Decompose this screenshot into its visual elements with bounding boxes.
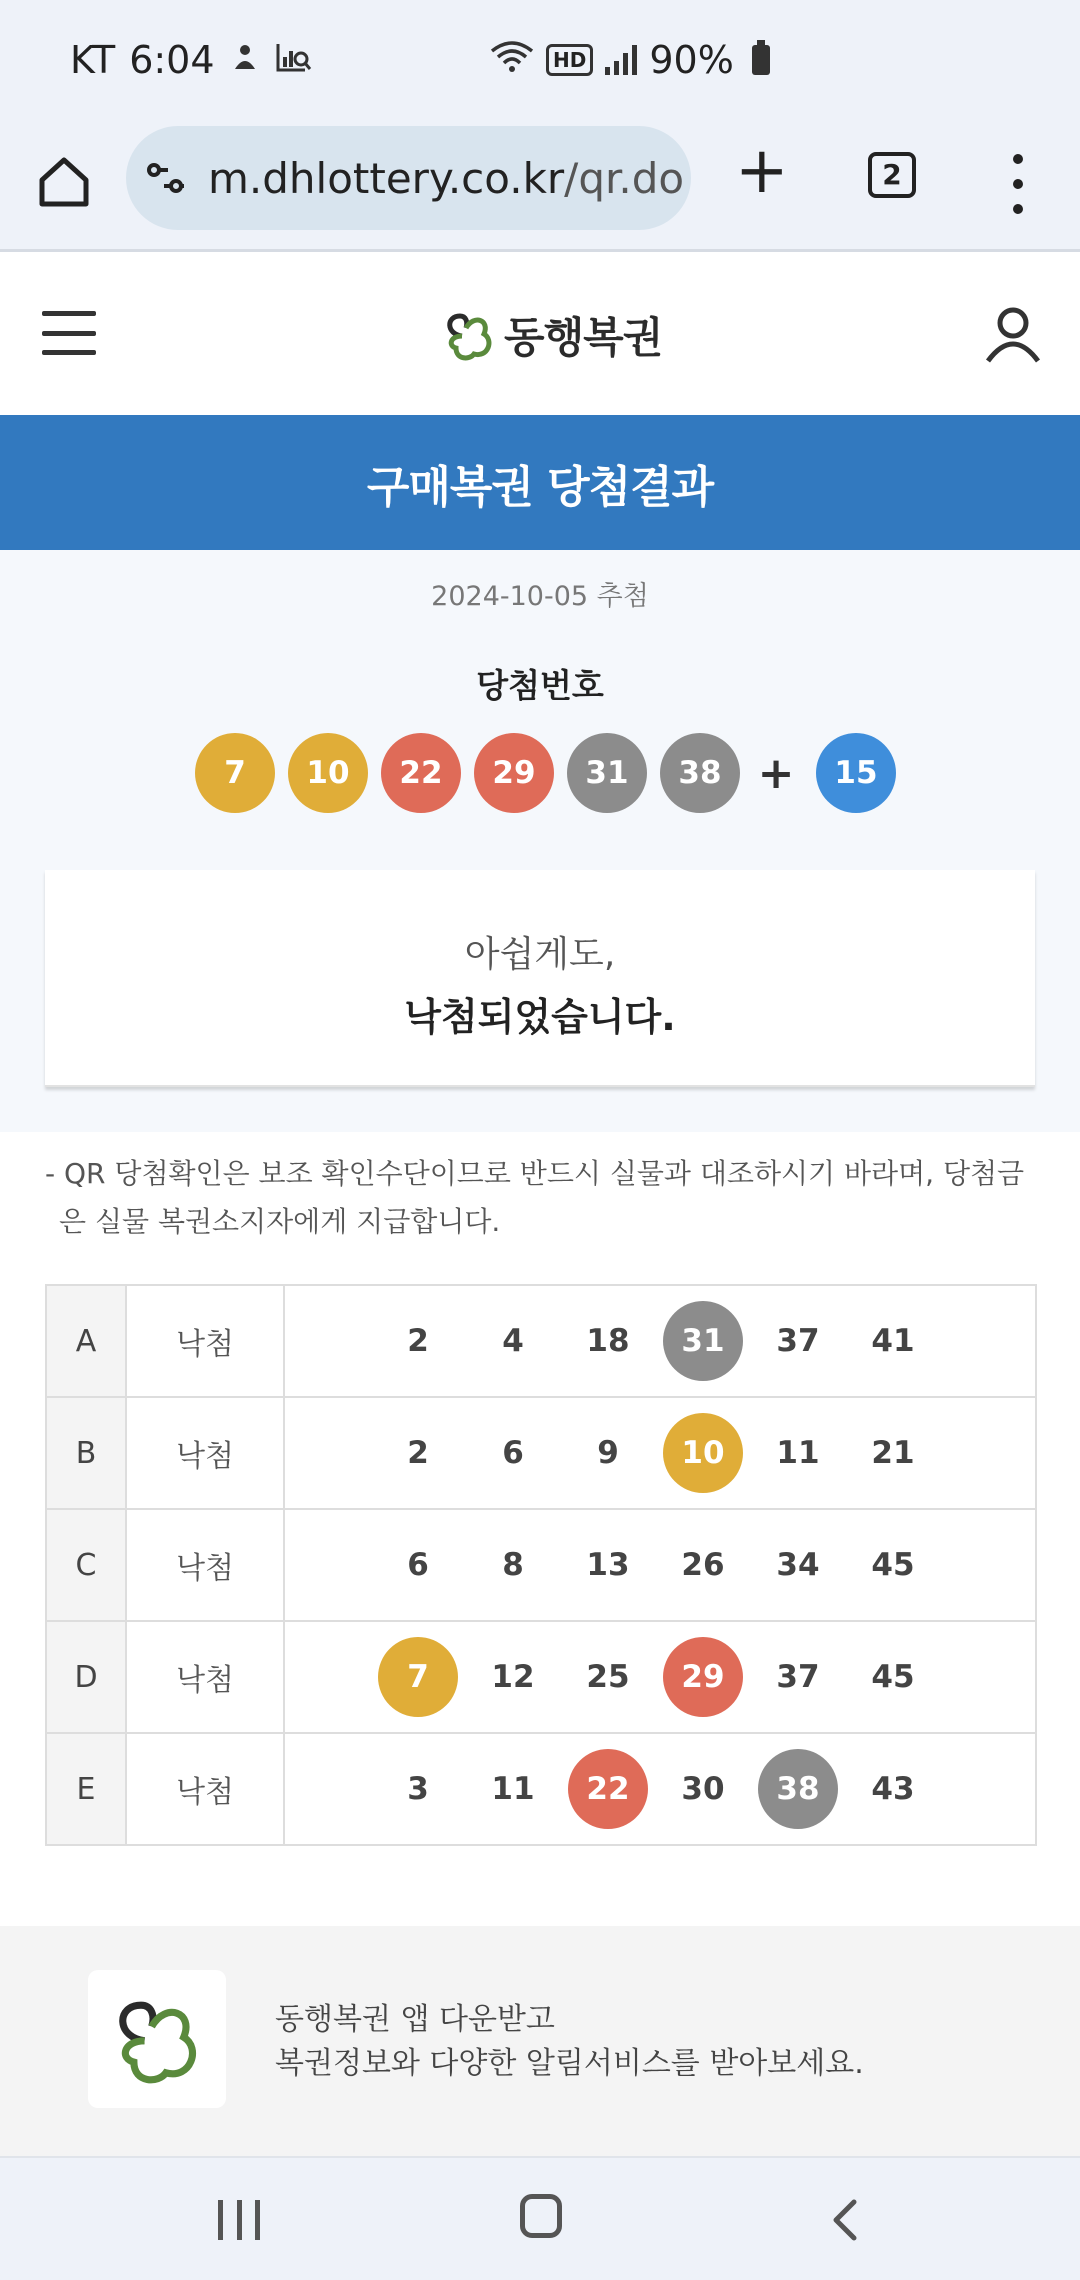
winning-number-ball: 38	[660, 733, 740, 813]
clock: 6:04	[129, 38, 215, 82]
page-title-band	[0, 415, 1080, 550]
ticket-numbers	[285, 1749, 1035, 1829]
url-text	[208, 154, 684, 203]
url-host: m.dhlottery.co.kr	[208, 153, 565, 203]
qr-notice-text: - QR 당첨확인은 보조 확인수단이므로 반드시 실물과 대조하시기 바라며, 당첨금은 실물 복권소지자에게 지급합니다.	[45, 1157, 1025, 1238]
matched-number-ball: 22	[568, 1749, 648, 1829]
ticket-result: 낙첨	[126, 1733, 284, 1845]
matched-number-ball: 7	[378, 1637, 458, 1717]
bonus-plus-sign: +	[757, 747, 795, 799]
battery-icon	[752, 45, 770, 75]
ticket-number: 9	[597, 1435, 619, 1471]
status-right	[490, 38, 770, 82]
address-bar[interactable]	[126, 126, 691, 230]
ticket-number: 30	[681, 1771, 725, 1807]
logo-clover-icon	[442, 308, 496, 362]
ticket-number: 37	[776, 1323, 820, 1359]
winning-numbers-label: 당첨번호	[476, 666, 604, 705]
matched-number-ball: 31	[663, 1301, 743, 1381]
ticket-number: 37	[776, 1659, 820, 1695]
site-header	[0, 255, 1080, 415]
ticket-numbers-cell	[284, 1733, 1036, 1845]
ticket-number: 4	[502, 1323, 524, 1359]
browser-toolbar	[0, 126, 1080, 252]
result-card	[45, 870, 1035, 1087]
ticket-number: 12	[491, 1659, 535, 1695]
ticket-number: 8	[502, 1547, 524, 1583]
back-button[interactable]	[826, 2198, 866, 2242]
ticket-number: 34	[776, 1547, 820, 1583]
notification-icon	[229, 38, 261, 82]
table-row	[46, 1509, 1036, 1621]
ticket-numbers	[285, 1637, 1035, 1717]
ticket-number: 11	[491, 1771, 535, 1807]
matched-number-ball: 38	[758, 1749, 838, 1829]
winning-number-ball: 31	[567, 733, 647, 813]
promo-line1: 동행복권 앱 다운받고	[275, 2002, 555, 2037]
url-path: /qr.do	[564, 153, 685, 203]
user-account-icon[interactable]	[984, 305, 1042, 363]
app-promo-banner[interactable]	[0, 1926, 1080, 2156]
hd-badge: HD	[546, 44, 593, 76]
ticket-numbers-cell	[284, 1509, 1036, 1621]
browser-menu-button[interactable]	[1008, 154, 1028, 214]
home-nav-button[interactable]	[520, 2194, 562, 2238]
winning-number-ball: 7	[195, 733, 275, 813]
analytics-icon	[275, 38, 313, 82]
ticket-number: 45	[871, 1659, 915, 1695]
ticket-number: 43	[871, 1771, 915, 1807]
wifi-icon	[490, 38, 534, 82]
status-left	[70, 38, 313, 82]
logo-text: 동행복권	[504, 313, 663, 362]
promo-text	[275, 1998, 864, 2086]
ticket-number: 25	[586, 1659, 630, 1695]
ticket-result: 낙첨	[126, 1621, 284, 1733]
app-logo-icon	[88, 1970, 226, 2108]
promo-line2: 복권정보와 다양한 알림서비스를 받아보세요.	[275, 2046, 864, 2081]
table-row	[46, 1621, 1036, 1733]
winning-number-ball: 29	[474, 733, 554, 813]
table-row	[46, 1397, 1036, 1509]
new-tab-button[interactable]: +	[735, 134, 789, 208]
ticket-numbers-cell	[284, 1397, 1036, 1509]
winning-numbers	[195, 733, 909, 813]
ticket-numbers	[285, 1525, 1035, 1605]
ticket-number: 6	[502, 1435, 524, 1471]
site-logo[interactable]	[442, 305, 662, 365]
battery-percent: 90%	[649, 38, 734, 82]
winning-number-ball: 10	[288, 733, 368, 813]
ticket-numbers-cell	[284, 1621, 1036, 1733]
ticket-number: 2	[407, 1323, 429, 1359]
site-settings-icon[interactable]	[146, 158, 186, 198]
result-message-line2: 낙첨되었습니다.	[404, 995, 676, 1039]
ticket-number: 13	[586, 1547, 630, 1583]
ticket-number: 45	[871, 1547, 915, 1583]
ticket-number: 6	[407, 1547, 429, 1583]
home-button[interactable]	[34, 152, 94, 218]
ticket-letter: B	[46, 1397, 126, 1509]
matched-number-ball: 10	[663, 1413, 743, 1493]
recents-button[interactable]	[218, 2200, 260, 2240]
ticket-number: 26	[681, 1547, 725, 1583]
hamburger-menu-icon[interactable]	[42, 311, 96, 355]
ticket-result: 낙첨	[126, 1509, 284, 1621]
status-bar	[0, 0, 1080, 126]
bonus-number-ball: 15	[816, 733, 896, 813]
ticket-number: 18	[586, 1323, 630, 1359]
table-row	[46, 1733, 1036, 1845]
back-arrow-icon	[826, 2198, 866, 2242]
ticket-number: 3	[407, 1771, 429, 1807]
ticket-numbers-cell	[284, 1285, 1036, 1397]
ticket-result: 낙첨	[126, 1397, 284, 1509]
ticket-result: 낙첨	[126, 1285, 284, 1397]
ticket-number: 2	[407, 1435, 429, 1471]
matched-number-ball: 29	[663, 1637, 743, 1717]
ticket-letter: A	[46, 1285, 126, 1397]
ticket-letter: D	[46, 1621, 126, 1733]
table-row	[46, 1285, 1036, 1397]
winning-number-ball: 22	[381, 733, 461, 813]
ticket-table	[45, 1284, 1037, 1846]
carrier-label: KT	[70, 38, 116, 82]
draw-result-section	[0, 550, 1080, 1132]
ticket-number: 21	[871, 1435, 915, 1471]
system-nav-bar	[0, 2156, 1080, 2280]
signal-icon	[605, 45, 637, 75]
ticket-numbers	[285, 1301, 1035, 1381]
ticket-number: 11	[776, 1435, 820, 1471]
draw-date: 2024-10-05 추첨	[431, 581, 649, 612]
ticket-letter: C	[46, 1509, 126, 1621]
ticket-number: 41	[871, 1323, 915, 1359]
page-title: 구매복권 당첨결과	[366, 461, 714, 513]
result-message-line1: 아쉽게도,	[464, 934, 616, 975]
home-icon	[34, 152, 94, 212]
ticket-letter: E	[46, 1733, 126, 1845]
tab-switcher-button[interactable]: 2	[868, 152, 916, 198]
ticket-numbers	[285, 1413, 1035, 1493]
